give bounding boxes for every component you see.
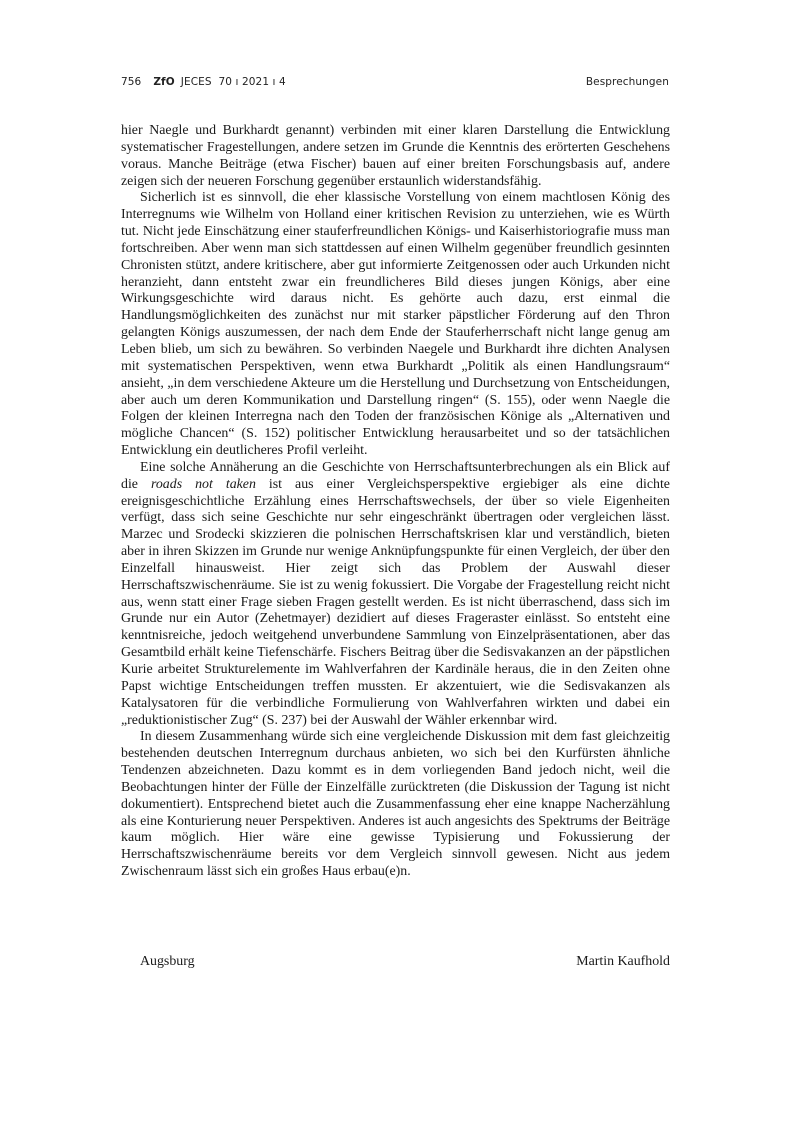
paragraph-2: Sicherlich ist es sinnvoll, die eher klassische Vorstellung von einem machtlosen König des Interregnums wie Wilhelm von Holland einer kritischen Revision zu unterziehen, wie es Würth tut. Nicht jede Einschätzung einer stauferfreundlichen Königs- und Kaiserhistoriografie muss man fortschreiben. Aber wenn man sich stattdessen auf einen Wilhelm gegenüber freundlich gesinnten Chronisten stützt, andere kritischere, aber gut informierte Zeitgenossen oder auch Urkunden nicht heranzieht, dann entsteht zwar ein freundlicheres Bild dieses jungen Königs, aber eine Wirkungsgeschichte wird daraus nicht. Es gehörte auch dazu, erst einmal die Handlungsmöglichkeiten des zunächst nur mit starker päpstlicher Förderung auf den Thron gelangten Königs auszumessen, der nach dem Ende der Stauferherrschaft nicht lange genug am Leben blieb, um sich zu bewähren. So verbinden Naegele und Burkhardt ihre dichten Analysen mit systematischen Perspektiven, wenn etwa Burkhardt „Politik als einen Handlungsraum“ ansieht, „in dem verschiedene Akteure um die Herstellung und Durchsetzung von Entscheidungen, aber auch um deren Kommunikation und Darstellung ringen“ (S. 155), oder wenn Naegle die Folgen der kleinen Interregna nach den Toden der französischen Könige als „Alternativen und mögliche Chancen“ (S. 152) politischer Entwicklung herausarbeitet und so der tatsächlichen Entwicklung ein deutlicheres Profil verleiht.	[121, 190, 670, 459]
signoff-place: Augsburg	[140, 954, 195, 969]
running-head-left	[121, 76, 286, 88]
paragraph-4: In diesem Zusammenhang würde sich eine vergleichende Diskussion mit dem fast gleichzeitig bestehenden deutschen Interregnum durchaus anbieten, wo sich bei den Kurfürsten ähnliche Tendenzen abzeichneten. Dazu kommt es in dem vorliegenden Band jedoch nicht, weil die Beobachtungen hinter der Fülle der Einzelfälle zurücktreten (die Diskussion der Tagung ist nicht dokumentiert). Entsprechend bietet auch die Zusammenfassung eher eine knappe Nacherzählung als eine Konturierung neuer Perspektiven. Anderes ist auch angesichts des Spektrums der Beiträge kaum möglich. Hier wäre eine gewisse Typisierung und Fokussierung der Herrschaftszwischenräume bereits vor dem Vergleich sinnvoll gewesen. Nicht aus jedem Zwischenraum lässt sich ein großes Haus erbau(e)n.	[121, 729, 670, 880]
issue-info: 70 ı 2021 ı 4	[218, 76, 286, 88]
paragraph-3-emphasis: roads not taken	[150, 476, 256, 492]
journal-subtitle: JECES	[180, 76, 212, 88]
paragraph-3	[121, 460, 670, 730]
page-number: 756	[121, 76, 142, 88]
section-title: Besprechungen	[585, 76, 669, 88]
signoff	[121, 954, 670, 972]
review-body	[121, 123, 670, 881]
paragraph-3-end: ist aus einer Vergleichsperspektive ergiebiger als eine dichte ereignisgeschichtliche Erzählung eines Herrschaftswechsels, der über so viele Eigenheiten verfügt, dass sich seine Geschichte nur sehr eingeschränkt übertragen oder vergleichen lässt. Marzec und Srodecki skizzieren die polnischen Herrschaftskrisen klar und verständlich, bieten aber in ihren Skizzen im Grunde nur wenige Anknüpfungspunkte für einen Vergleich, der über den Einzelfall hinausweist. Hier zeigt sich das Problem der Auswahl dieser Herrschaftszwischenräume. Sie ist zu wenig fokussiert. Die Vorgabe der Fragestellung reicht nicht aus, wenn statt einer Frage sieben Fragen gestellt werden. Es ist nicht überraschend, dass sich im Grunde nur ein Autor (Zehetmayer) dezidiert auf dieses Frageraster einlässt. So entsteht eine kenntnisreiche, jedoch weitgehend unverbundene Sammlung von Einzelpräsentationen, aber das Gesamtbild erhält keine Tiefenschärfe. Fischers Beitrag über die Sedisvakanzen an der päpstlichen Kurie arbeitet Strukturelemente im Wahlverfahren der Kardinäle heraus, die in den Zeiten ohne Papst wichtige Entscheidungen treffen mussten. Er akzentuiert, wie die Sedisvakanzen als Katalysatoren für die verbindliche Formulierung von Wahlverfahren wirkten und dabei ein „reduktionistischer Zug“ (S. 237) bei der Auswahl der Wähler erkennbar wird.	[121, 476, 670, 728]
journal-name: ZfO	[153, 76, 175, 88]
signoff-author: Martin Kaufhold	[576, 954, 670, 969]
paragraph-1: hier Naegle und Burkhardt genannt) verbinden mit einer klaren Darstellung die Entwicklung systematischer Fragestellungen, andere setzen im Grunde die Kenntnis des erörterten Geschehens voraus. Manche Beiträge (etwa Fischer) bauen auf einer breiten Forschungsbasis auf, andere zeigen sich der neueren Forschung gegenüber erstaunlich widerstandsfähig.	[121, 123, 670, 189]
paragraph-3-start: Eine solche Annäherung an die Geschichte von Herrschaftsunterbrechungen als ein Blick auf die	[121, 459, 670, 492]
running-head	[121, 76, 669, 92]
